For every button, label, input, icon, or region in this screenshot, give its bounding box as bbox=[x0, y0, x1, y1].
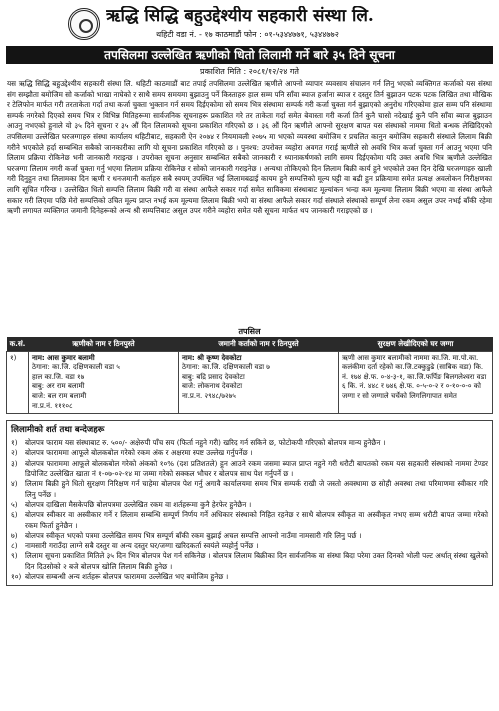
published-date: प्रकाशित मिति : २०८१/१२/२४ गते bbox=[200, 67, 299, 76]
condition-text: बोलपत्र सम्बन्धी अन्य शर्तहरू बोलपत्र फाराममा उल्लेखित भए बमोजिम हुनेछ । bbox=[25, 572, 229, 582]
condition-text: बोलपत्र फाराम यस संस्थाबाट रु. ५००/- अक्षेरुपी पाँच सय (फिर्ता नहुने गरी) खरिद गर्न सकिने छ, फोटोकपी गरिएको बोलपत्र मान्य हुनेछैन । bbox=[25, 438, 386, 448]
condition-item bbox=[11, 479, 488, 500]
borrower-name: नाम: आस कुमार बलामी bbox=[32, 353, 95, 362]
condition-item bbox=[11, 572, 488, 582]
borrower-father: बाबु: अर राम बलामी bbox=[32, 382, 85, 391]
table-header-row bbox=[7, 337, 493, 351]
notice-body: यस ऋद्धि सिद्धि बहुउद्देश्यीय सहकारी संस्था लि. थहिटी काठमाडौं बाट तपाई तपसिलमा उल्लेखित ऋणीले आफ्नो व्यापार व्यवसाय संचालन गर्न लिनु भएको व्यक्तिगत कर्जाको यस संस्था संग सम्झौता बमोजिम सो कर्जाको भाखा नाघेको र साथै समय समयमा बुझाउनु पर्ने किस्ताहरु हाल सम्म पनि साँवा ब्याज हर्जाना ब्याज र दस्तुर तिर्न बुझाउन पटक पटक लिखित तथा मौखिक र टेलिफोन मार्फत गरी तरताकेता गर्दा तथा कर्जा चुक्ता भुक्तान गर्न समय दिईएकोमा सो समय भित्र संस्थामा सम्पर्क गरी कर्जा चुक्ता गर्न बुझाएको अनुरोध गरिएकोमा हाल सम्म पनि संस्थामा सम्पर्क नगरेको दिएको समय भित्र र विभिन्न मितिहरूमा सार्वजनिक सूचनाहरू प्रकाशित गरे तर ताकेता गर्दा समेत बेवास्ता गरी कर्जा तिर्न कुनै चासो नदेखाई कुनै पनि साँवा ब्याज बुझाउन आउनु नभएको हुनाले यो ३५ दिने सूचना र ३५ औं दिन लिलामको सूचना प्रकाशित गरिएको छ । ३६ औं दिन ऋणीले आफ्नो सुरक्षण बापत यस संस्थाको नाममा धितो बन्धक लेखिदिएको तपसिलमा उल्लेखित घरजग्गाहरु संस्था कार्यालय थहिटीबाट, सहकारी ऐन २०७४ र नियमावली २०७५ मा भएको व्यवस्था बमोजिम र प्रचलित कानुन बमोजिम सहकारी संस्थाले लिलाम बिक्री गरीने भएकोले हर्दा सम्बन्धित सबैको जानकारीका लागि यो सूचना प्रकाशित गरिएको छ । पुनश्च: उपरोक्त व्यहोरा अवगत गराई ऋणीले सो अवधि भित्र कर्जा चुक्ता गर्न आउनु भएमा पनि लिलाम प्रक्रिया रोकिनेछ भनी जानकारी गराइन्छ । उपरोक्त सूचना अनुसार सम्बन्धित सबैको जानकारी र ध्यानाकर्षणको लागि समय दिईएकोमा यदि उक्त अवधि भित्र ऋणीले उल्लेखित घरजग्गा लिलाम नगरी कर्जा चुक्ता गर्नु भएमा लिलाम प्रक्रिया रोकिनेछ र सोको जानकारी गराइनेछ । अन्यथा तोकिएको दिन लिलाम बिक्री कार्य हुने भएकोले उक्त दिन देखि घरजग्गाहरु खाली गरी दिनुहुन तथा लिलामका दिन ऋणी र धनजमानी कर्ताहरु सबै स्वयम् उपस्थित भई लिलामबढाई कायम हुने सम्पत्तिको मूल्य घट्टी वा बढी हुन प्रक्रियामा समेत प्रत्यक्ष अवलोकन निरीक्षणका लागि सूचित गरिन्छ । उल्लेखित धितो सम्पत्ति लिलाम बिक्री गरी वा संस्था आफैले सकार गर्दा समेत साविकमा संस्थाबाट मूल्यांकन भन्दा कम मूल्यमा लिलाम बिक्री भएमा वा संस्था आफैले सकार गरी लिएमा पछि मेरो सम्पत्तिको उचित मूल्य प्राप्त नभई कम मूल्यमा लिलाम बिक्री भयो वा संस्था आफैले सकार गर्दा संस्थाले संस्थाको सम्पूर्ण लेना रकम असुल उपर नभई बाँकी रहेमा ऋणी लगायत व्यक्तिगत जमानी दिनेहरूको अन्य श्री सम्पत्तिबाट असुल उपर गरीने व्यहोरा समेत यसै सूचना मार्फत थप जानकारी गराइएको छ । bbox=[7, 79, 493, 216]
condition-text: नामसारी गराउँदा लाग्ने सबै दस्तुर वा अन्य दस्तुर घर/जग्गा खरिदकर्ता स्वयंले व्यहोर्नु पर्नेछ । bbox=[25, 541, 259, 551]
condition-text: बोलपत्र स्वीकार वा अस्वीकार गर्ने र लिलाम सम्बन्धि सम्पूर्ण निर्णय गर्ने अधिकार संस्थाको निहित रहनेछ र साथै बोलपत्र स्वीकृत वा अस्वीकृत नभए सम्म धरौटी बापत जम्मा गरेको रकम फिर्ता हुनेछैन । bbox=[25, 510, 488, 530]
condition-number: ४) bbox=[11, 479, 18, 489]
guarantor-address: ठेगाना: का.जि. दक्षिणकाली वडा ७ bbox=[182, 363, 270, 372]
condition-text: बोलपत्र स्वीकृत भएको पत्रमा उल्लेखित समय भित्र सम्पूर्ण बाँकी रकम बुझाई अचल सम्पत्ति आफ्नो नाउँमा नामसारी गरि लिनु पर्छ । bbox=[25, 530, 362, 540]
notice-header bbox=[6, 4, 493, 44]
auction-conditions bbox=[6, 420, 493, 586]
table-row bbox=[7, 351, 493, 414]
cell-collateral: ऋणी आस कुमार बलामीको नाममा का.जि. मा.पो.का. कलंकीमा दर्ता रहेको का.जि.टक्कुडुढे (साबिक वडा) कि. नं. १७४ क्षे.फ. ०-४-३-१, का.जि.फर्पिङ बिलगलेश्वरा वडा ६ कि. नं. ४४८ र ७४६ क्षे.फ. ०-५-०-२ र ०-१०-०-० को जग्गा र सो जग्गाले चर्चेको लिगलिगापात समेत bbox=[339, 351, 493, 414]
borrower-citizenship: ना.प्र.नं. १११०८ bbox=[32, 401, 73, 410]
guarantor-citizenship: ना.प्र.न. २९४८/७२७५ bbox=[182, 391, 236, 400]
conditions-list bbox=[11, 438, 488, 582]
col-header-collateral: सुरक्षण लेखीदिएको घर जग्गा bbox=[339, 337, 493, 351]
guarantor-name: नाम: श्री कृष्ण देवकोटा bbox=[182, 353, 242, 362]
col-header-guarantor: जमानी कर्ताको नाम र ठिनपुस्ते bbox=[179, 337, 339, 351]
borrower-grandfather: बाजे: बल राम बलामी bbox=[32, 391, 87, 400]
condition-text: बोलपत्र फाराममा आफूले बोलकबोल गरेको रकम अंक र अक्षरमा स्पष्ट उल्लेख गर्नुपर्नेछ । bbox=[25, 448, 253, 458]
condition-text: लिलाम सूचना प्रकाशित मितिले ३५ दिन भित्र बोलपत्र पेश गर्न सकिनेछ । बोलपत्र लिलाम बिक्रीका दिन सार्वजनिक वा संस्था बिदा परेमा उक्त दिनको भोली पल्ट अर्थात् संस्था खुलेको दिन दिउसोको २ बजे बोलपत्र खोलि लिलाम बिक्री हुनेछ । bbox=[25, 551, 488, 571]
condition-number: १) bbox=[11, 438, 18, 448]
col-header-borrower: ऋणीको नाम र ठिनपुस्ते bbox=[29, 337, 179, 351]
condition-number: ९) bbox=[11, 551, 18, 561]
organization-address: थहिटी वडा नं. - १७ काठमाडौं फोन : ०१-५३४४७७१, ५३४४७७२ bbox=[156, 30, 339, 39]
condition-text: बोलपत्र फाराममा आफूले बोलकबोल गरेको अंकको १०% (दश प्रतिशतले) हुन आउने रकम जसमा ब्याज प्राप्त नहुने गरी धरौटी बापतको रकम यस सहकारी संस्थाको नाममा टेण्डर डिपोजिट उल्लेखित खाता नं १-०७-०२-१४ मा जम्मा गरेको सक्कल भौचर र बोलपत्र साथ पेश गर्नुपर्ने छ । bbox=[25, 458, 488, 479]
cell-sn: १) bbox=[7, 351, 29, 414]
details-table bbox=[6, 337, 493, 414]
condition-item bbox=[11, 459, 488, 480]
condition-item bbox=[11, 500, 488, 510]
condition-item bbox=[11, 541, 488, 551]
cooperative-logo-icon bbox=[68, 8, 100, 40]
cell-guarantor bbox=[179, 351, 339, 414]
guarantor-father: बाबु: बद्रि प्रसाद देवकोटा bbox=[182, 372, 245, 381]
condition-number: ८) bbox=[11, 541, 18, 551]
cell-borrower bbox=[29, 351, 179, 414]
condition-text: लिलाम बिक्री हुने धितो सुरक्षण निरिक्षण गर्न चाहेमा बोलपत्र पेश गर्नु अगावै कार्यालयमा समय भित्र सम्पर्क राखी जे जस्तो अवस्थामा छ सोही अवस्था तथा परिमाणमा स्वीकार गरि लिनु पर्नेछ । bbox=[25, 479, 488, 499]
borrower-address: ठेगाना: का.जि. दक्षिणकाली वडा ५ bbox=[32, 363, 120, 372]
table-heading: तपसिल bbox=[238, 327, 261, 336]
borrower-current-address: हाल का.जि. वडा १७ bbox=[32, 372, 85, 381]
condition-number: २) bbox=[11, 448, 18, 458]
condition-number: ३) bbox=[11, 458, 18, 468]
condition-number: ५) bbox=[11, 499, 18, 509]
condition-number: ७) bbox=[11, 530, 18, 540]
notice-title: तपसिलमा उल्लेखित ऋणीको धितो लिलामी गर्ने बारे ३५ दिने सूचना bbox=[6, 46, 493, 64]
condition-item bbox=[11, 531, 488, 541]
col-header-sn: क.सं. bbox=[7, 337, 29, 351]
condition-item bbox=[11, 438, 488, 448]
condition-number: ६) bbox=[11, 510, 18, 520]
conditions-title: लिलामीको शर्त तथा बन्देजहरू bbox=[11, 425, 105, 436]
condition-text: बोलपत्र दाखिला मैसकेपछि बोलपत्रमा उल्लेखित रकम वा शर्तहरूमा कुनै हेरफेर हुनेछैन । bbox=[25, 499, 252, 509]
guarantor-grandfather: बाजे: लोकनाथ देवकोटा bbox=[182, 382, 243, 391]
condition-item bbox=[11, 551, 488, 572]
organization-name: ऋद्धि सिद्धि बहुउद्देश्यीय सहकारी संस्था लि. bbox=[106, 6, 374, 26]
condition-item bbox=[11, 448, 488, 458]
condition-item bbox=[11, 510, 488, 531]
condition-number: १०) bbox=[11, 572, 22, 582]
